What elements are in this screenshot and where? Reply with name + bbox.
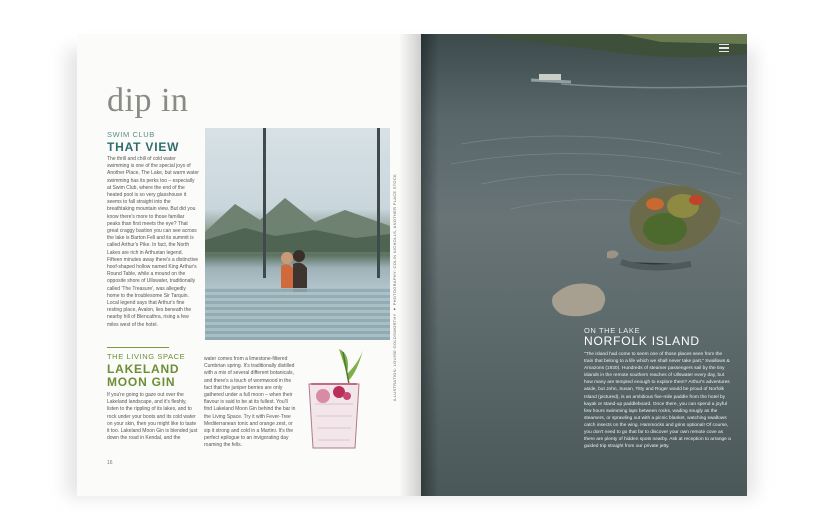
mountain-shape [205,192,390,252]
article-headline: THAT VIEW [107,140,180,154]
article-headline: NORFOLK ISLAND [584,334,700,348]
window-frame [377,128,380,278]
article-kicker: THE LIVING SPACE [107,352,186,361]
article-headline: LAKELAND MOON GIN [107,362,180,389]
article-kicker: ON THE LAKE [584,326,641,335]
article-body-col1: If you're going to gaze out over the Lakeland landscape, and it's fleshly, listen to the rippling of its lakes, and to rock under your boots and its cold water on your skin, then you might like to taste it too. Lakeland Moon Gin is blended just down the road in Kendal, and the [107,392,198,442]
section-title: dip in [107,82,189,119]
article-kicker: SWIM CLUB [107,130,155,139]
right-page [421,34,747,496]
page-gutter [421,34,439,496]
magazine-spread [77,34,747,496]
window-frame [263,128,266,278]
page-number: 16 [107,460,113,466]
menu-icon[interactable] [719,44,729,53]
boat [539,74,561,80]
rock [552,284,605,317]
photo-credit: ILLUSTRATION: LOUISE GOLDSWORTHY ● PHOTOGRAPHY: COLIN NICHOLLS, ANOTHER PLACE STOCK [392,174,397,402]
article-body: The thrill and chill of cold water swimming is one of the special joys of Another Place, The Lake, but warm water swimming has its perks too – especially at Swim Club, where the end of the heated pool is so very glasshouse it seems to fall straight into the breathtaking mountain view. But did you know there's more to those familiar peaks than first meets the eye? That great craggy bastion you can see across the lake is Barton Fell and its summit is called Arthur's Pike. In fact, the North Lakes are rich in Arthurian legend. Fifteen minutes away there's a distinctive hoof-shaped hollow named King Arthur's Round Table, while a mound on the opposite shore of Ullswater, traditionally called 'The Treasure', was allegedly home to the troublesome Sir Tarquin. Local legend says that Arthur's fine resting place, Avalon, lies beneath the nearby hill of Blencathra, rising a few miles west of the hotel. [107,156,199,328]
article-body: "The island had come to seem one of those places seen from the train that belong to a life which we shall never take part," Swallows & Amazons (1930). Hundreds of steamer passengers sail by the tiny islands in the remote southern reaches of Ullswater every day, but how many are tempted enough to explore them? Arthur's adventures aside, but John, Susan, Titty and Roger would be proud of Norfolk Island (pictured), is an ambitious five-mile paddle from the hotel by kayak or stand-up paddleboard. Once there, you can spend a joyful few hours swimming laps between rocks, wading snugly as the steamers, or sprawling out with a picnic blanket, watching swallows catch insects on the wing. Hammocks and grins optional! Of course, you don't need to go that far to discover your own remote cove as there are plenty of hidden spots nearby. Ask at reception to arrange a guided trip straight from our private jetty. [584,352,731,450]
pool-water [205,288,390,340]
left-page [77,34,421,496]
pool-photo [205,128,390,340]
article-body-col2: water comes from a limestone-filtered Cumbrian spring. It's traditionally distilled with a mix of several different botanicals, and there's a touch of wormwood in the fact that the juniper berries are only gathered under a full moon – when their flavour is said to be at its fullest. You'll find Lakeland Moon Gin behind the bar in the Living Space. Try it with Fever-Tree Mediterranean tonic and orange zest, or sip it strong and cold in a Martini. It's the perfect epilogue to an invigorating day roaming the fells. [204,356,296,449]
divider [107,347,169,348]
gin-glass-illustration [299,344,369,454]
page-gutter [399,34,421,496]
